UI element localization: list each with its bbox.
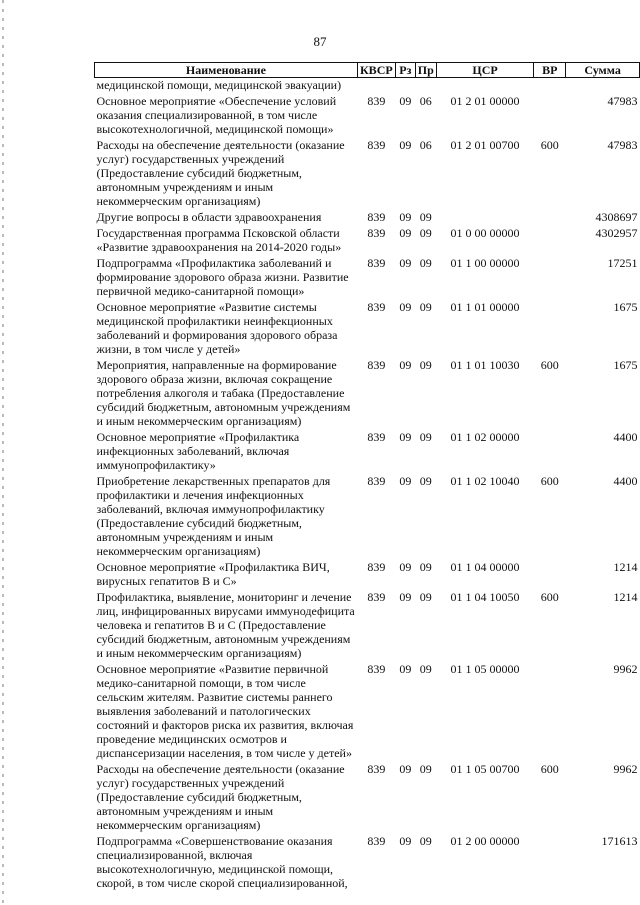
cell-name: Расходы на обеспечение деятельности (оказание услуг) государственных учреждений (Предоставление субсидий бюджетным, автономным учреждениям и иным некоммерческим организациям) xyxy=(96,762,345,832)
cell-name: Основное мероприятие «Профилактика ВИЧ, вирусных гепатитов В и С» xyxy=(96,560,330,588)
cell-csr xyxy=(436,78,533,93)
cell-rz: 09 xyxy=(399,430,412,444)
cell-sum: 4302957 xyxy=(595,226,638,240)
cell-kvsr: 839 xyxy=(367,430,386,444)
cell-sum: 4400 xyxy=(613,430,638,444)
header-vr: ВР xyxy=(534,63,566,78)
table-row xyxy=(95,588,640,660)
cell-kvsr: 839 xyxy=(367,226,386,240)
cell-pr: 09 xyxy=(419,358,432,372)
table-row xyxy=(95,78,640,93)
table-row xyxy=(95,428,640,472)
cell-rz: 09 xyxy=(399,256,412,270)
table-row xyxy=(95,760,640,832)
table-row xyxy=(95,558,640,588)
cell-vr xyxy=(534,224,566,254)
cell-name: Другие вопросы в области здравоохранения xyxy=(96,210,322,224)
cell-kvsr: 839 xyxy=(367,358,386,372)
cell-sum xyxy=(566,78,640,93)
cell-kvsr: 839 xyxy=(367,474,386,488)
cell-pr: 09 xyxy=(419,210,432,224)
cell-vr xyxy=(534,254,566,298)
cell-csr: 01 1 02 00000 xyxy=(450,430,520,444)
cell-sum: 1675 xyxy=(613,358,638,372)
page-number: 87 xyxy=(313,34,327,49)
header-csr: ЦСР xyxy=(436,63,533,78)
cell-pr: 09 xyxy=(419,256,432,270)
cell-name: Государственная программа Псковской области «Развитие здравоохранения на 2014-2020 годы» xyxy=(96,226,342,254)
cell-kvsr: 839 xyxy=(367,94,386,108)
cell-pr: 09 xyxy=(419,474,432,488)
cell-sum: 4400 xyxy=(613,474,638,488)
table-row xyxy=(95,136,640,208)
cell-sum: 1675 xyxy=(613,300,638,314)
header-sum: Сумма xyxy=(566,63,640,78)
header-name: Наименование xyxy=(95,63,358,78)
cell-pr: 06 xyxy=(419,94,432,108)
cell-name: Профилактика, выявление, мониторинг и лечение лиц, инфицированных вирусами иммунодефицита человека и гепатитов В и С (Предоставление субсидий бюджетным, автономным учреждениям и иным некоммерческим организациям) xyxy=(96,590,355,660)
cell-pr: 09 xyxy=(419,662,432,676)
cell-csr: 01 1 04 10050 xyxy=(450,590,520,604)
cell-name: Подпрограмма «Профилактика заболеваний и формирование здорового образа жизни. Развитие первичной медико-санитарной помощи» xyxy=(96,256,349,298)
table-row xyxy=(95,356,640,428)
cell-rz: 09 xyxy=(399,300,412,314)
cell-pr: 09 xyxy=(419,430,432,444)
cell-name: Приобретение лекарственных препаратов для профилактики и лечения инфекционных заболеваний, включая иммунопрофилактику (Предоставление субсидий бюджетным, автономным учреждениям и иным некоммерческим организациям) xyxy=(96,474,331,558)
cell-rz: 09 xyxy=(399,358,412,372)
cell-csr: 01 0 00 00000 xyxy=(450,226,520,240)
header-pr: Пр xyxy=(415,63,436,78)
cell-vr: 600 xyxy=(540,358,559,372)
table-row xyxy=(95,208,640,224)
cell-rz: 09 xyxy=(399,474,412,488)
cell-kvsr: 839 xyxy=(367,834,386,848)
cell-rz: 09 xyxy=(399,138,412,152)
cell-pr: 06 xyxy=(419,138,432,152)
cell-csr xyxy=(436,208,533,224)
cell-vr xyxy=(534,298,566,356)
cell-csr: 01 1 01 10030 xyxy=(450,358,520,372)
cell-pr: 09 xyxy=(419,226,432,240)
cell-rz: 09 xyxy=(399,210,412,224)
cell-csr: 01 2 00 00000 xyxy=(450,834,520,848)
table-body xyxy=(95,78,640,891)
cell-name: Подпрограмма «Совершенствование оказания специализированной, включая высокотехнологичную, медицинской помощи, скорой, в том числе скорой специализированной, xyxy=(96,834,348,890)
table-row xyxy=(95,472,640,558)
cell-sum: 47983 xyxy=(607,138,638,152)
cell-pr: 09 xyxy=(419,560,432,574)
cell-sum: 17251 xyxy=(607,256,638,270)
cell-rz: 09 xyxy=(399,226,412,240)
cell-kvsr xyxy=(357,78,395,93)
cell-name: медицинской помощи, медицинской эвакуации) xyxy=(96,78,342,92)
cell-sum: 47983 xyxy=(607,94,638,108)
cell-name: Основное мероприятие «Развитие системы медицинской профилактики неинфекционных заболеваний и формирования здорового образа жизни, в том числе у детей» xyxy=(96,300,338,356)
cell-sum: 9962 xyxy=(613,662,638,676)
cell-rz: 09 xyxy=(399,762,412,776)
table-row xyxy=(95,254,640,298)
cell-vr xyxy=(534,428,566,472)
table-row xyxy=(95,224,640,254)
cell-sum: 4308697 xyxy=(595,210,638,224)
cell-sum: 9962 xyxy=(613,762,638,776)
cell-vr xyxy=(534,92,566,136)
cell-vr xyxy=(534,78,566,93)
cell-csr: 01 1 01 00000 xyxy=(450,300,520,314)
cell-name: Основное мероприятие «Профилактика инфекционных заболеваний, включая иммунопрофилактику» xyxy=(96,430,300,472)
cell-name: Мероприятия, направленные на формирование здорового образа жизни, включая сокращение потребления алкоголя и табака (Предоставление субсидий бюджетным, автономным учреждениям и иным некоммерческим организациям) xyxy=(96,358,351,428)
cell-sum: 171613 xyxy=(601,834,638,848)
table-header-row xyxy=(95,63,640,78)
cell-csr: 01 1 05 00000 xyxy=(450,662,520,676)
cell-csr: 01 1 04 00000 xyxy=(450,560,520,574)
cell-name: Основное мероприятие «Обеспечение условий оказания специализированной, в том числе высокотехнологичной, медицинской помощи» xyxy=(96,94,337,136)
cell-sum: 1214 xyxy=(613,560,638,574)
cell-rz xyxy=(395,78,415,93)
cell-kvsr: 839 xyxy=(367,560,386,574)
cell-csr: 01 1 00 00000 xyxy=(450,256,520,270)
cell-kvsr: 839 xyxy=(367,138,386,152)
header-kvsr: КВСР xyxy=(357,63,395,78)
cell-rz: 09 xyxy=(399,834,412,848)
cell-rz: 09 xyxy=(399,560,412,574)
cell-pr: 09 xyxy=(419,834,432,848)
cell-sum: 1214 xyxy=(613,590,638,604)
cell-kvsr: 839 xyxy=(367,300,386,314)
cell-kvsr: 839 xyxy=(367,210,386,224)
cell-kvsr: 839 xyxy=(367,662,386,676)
cell-rz: 09 xyxy=(399,94,412,108)
cell-vr: 600 xyxy=(540,762,559,776)
cell-name: Расходы на обеспечение деятельности (оказание услуг) государственных учреждений (Предоставление субсидий бюджетным, автономным учреждениям и иным некоммерческим организациям) xyxy=(96,138,345,208)
cell-kvsr: 839 xyxy=(367,762,386,776)
cell-rz: 09 xyxy=(399,590,412,604)
header-rz: Рз xyxy=(395,63,415,78)
cell-pr xyxy=(415,78,436,93)
cell-vr: 600 xyxy=(540,138,559,152)
table-row xyxy=(95,660,640,760)
table-row xyxy=(95,832,640,890)
cell-csr: 01 2 01 00700 xyxy=(450,138,520,152)
cell-kvsr: 839 xyxy=(367,256,386,270)
cell-vr xyxy=(534,558,566,588)
cell-csr: 01 2 01 00000 xyxy=(450,94,520,108)
cell-kvsr: 839 xyxy=(367,590,386,604)
scan-edge-mark xyxy=(2,0,4,905)
cell-vr: 600 xyxy=(540,590,559,604)
cell-vr xyxy=(534,832,566,890)
cell-csr: 01 1 05 00700 xyxy=(450,762,520,776)
table-row xyxy=(95,92,640,136)
cell-vr xyxy=(534,208,566,224)
cell-name: Основное мероприятие «Развитие первичной медико-санитарной помощи, в том числе сельским жителям. Развитие системы раннего выявления заболеваний и патологических состояний и факторов риска их развития, включая проведение медицинских осмотров и диспансеризации населения, в том числе у детей» xyxy=(96,662,354,760)
cell-rz: 09 xyxy=(399,662,412,676)
cell-vr xyxy=(534,660,566,760)
budget-table xyxy=(94,62,640,890)
cell-pr: 09 xyxy=(419,300,432,314)
table-row xyxy=(95,298,640,356)
cell-pr: 09 xyxy=(419,762,432,776)
cell-csr: 01 1 02 10040 xyxy=(450,474,520,488)
cell-vr: 600 xyxy=(540,474,559,488)
cell-pr: 09 xyxy=(419,590,432,604)
